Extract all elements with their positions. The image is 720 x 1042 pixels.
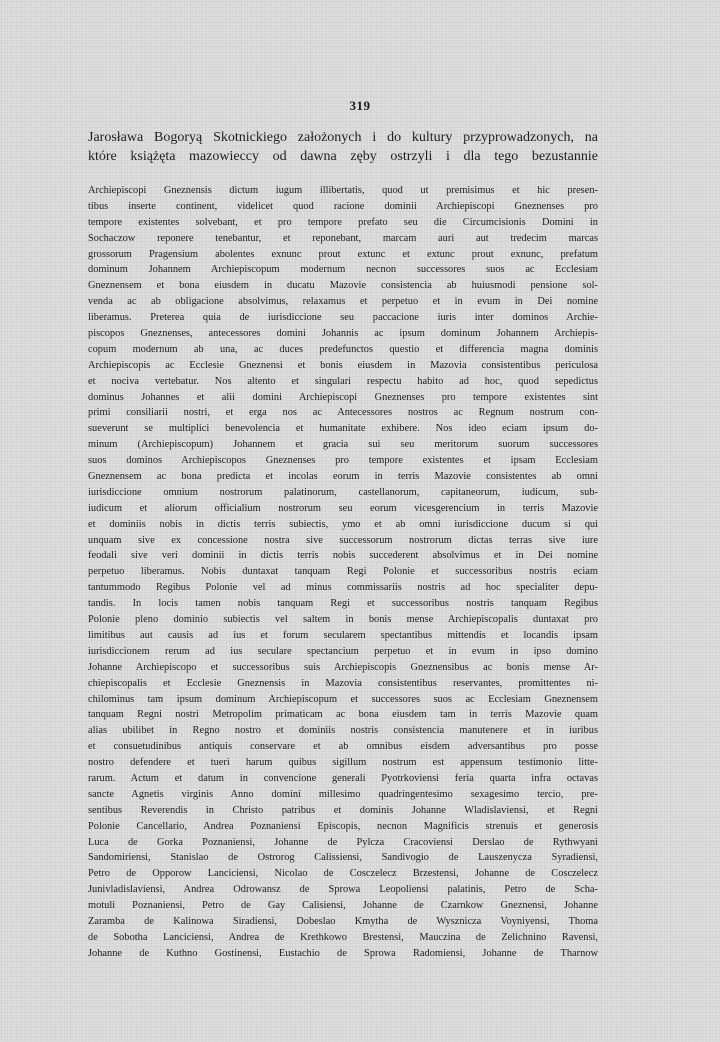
body-line: unquam sive ex concessione nostra sive successorum nostrorum dictas terras sive iure (88, 534, 598, 546)
body-line: chilominus tam ipsum dominum Archiepiscopum et successores suos ac Ecclesiam Gneznensem (88, 693, 598, 705)
body-line: et nociva vertebatur. Nos altento et singulari respectu habito ad hoc, quod sepedictus (88, 375, 598, 387)
body-line: nostro defendere et tueri harum quibus sigillum nostrum est appensum testimonio litte- (88, 757, 598, 769)
body-line: Junivladislaviensi, Andrea Odrowansz de Sprowa Leopoliensi palatinis, Petro de Scha- (88, 884, 598, 896)
body-line: Polonie Cancellario, Andrea Poznaniensi Episcopis, necnon Magnificis strenuis et generosis (88, 820, 598, 832)
body-line: iurisdiccione omnium nostrorum palatinorum, castellanorum, capitaneorum, iudicum, sub- (88, 486, 598, 498)
body-line: Johanne de Kuthno Gostinensi, Eustachio de Sprowa Radomiensi, Johanne de Tharnow (88, 947, 598, 959)
body-line: tantummodo Regibus Polonie vel ad minus commissariis nostris ad hoc specialiter depu- (88, 582, 598, 594)
body-line: liberamus. Preterea quia de iurisdiccione seu paccacione iuris inter dominos Archie- (88, 312, 598, 324)
body-line: Gneznensem et bona eiusdem in ducatu Mazovie consistencia ab huiusmodi pensione sol- (88, 280, 598, 292)
body-line: minum (Archiepiscopum) Johannem et gracia sui seu meritorum suorum successores (88, 439, 598, 451)
body-line: motuli Poznaniensi, Petro de Gay Calisiensi, Johanne de Czarnkow Gneznensi, Johanne (88, 900, 598, 912)
body-line: et dominiis nobis in dictis terris subiectis, ymo et ab omni iurisdiccione ducum si qui (88, 518, 598, 530)
body-line: Petro de Opporow Lanciciensi, Nicolao de Cosczelecz Brzestensi, Johanne de Cosczelecz (88, 868, 598, 880)
body-line: Gneznensem ac bona predicta et incolas eorum in terris Mazovie consistentes ab omni (88, 471, 598, 483)
body-line: tempore existentes solvebant, et pro tempore prefato seu die Circumcisionis Domini in (88, 216, 598, 228)
body-line: Sochaczow reponere tenebantur, et reponebant, marcam auri aut tredecim marcas (88, 232, 598, 244)
page-number: 319 (349, 98, 371, 113)
body-line: Polonie pleno dominio subiectis vel saltem in bonis mense Archiepiscopalis duntaxat pro (88, 614, 598, 626)
body-line: iurisdiccionem rerum ad ius seculare spectancium perpetuo et in evum in ipso domino (88, 645, 598, 657)
heading-line: które książęta mazowieccy od dawna zęby ostrzyli i dla tego bezustannie (88, 149, 598, 164)
body-line: alias ubilibet in Regno nostro et dominiis nostris consistencia manutenere et in iuribus (88, 725, 598, 737)
body-line: Johanne Archiepiscopo et successoribus suis Archiepiscopis Gneznensibus ac bonis mense Ar- (88, 661, 598, 673)
body-line: et consuetudinibus antiquis conservare et ab omnibus eisdem adversantibus pro posse (88, 741, 598, 753)
body-line: venda ac ab obligacione absolvimus, relaxamus et perpetuo et in evum in Dei nomine (88, 296, 598, 308)
body-line: piscopos Gneznenses, antecessores domini Johannis ac ipsum dominum Johannem Archiepis- (88, 328, 598, 340)
body-line: chiepiscopalis et Ecclesie Gneznensis in Mazovia consistentibus reservantes, promittentes ni- (88, 677, 598, 689)
body-line: tanquam Regni nostri Metropolim primaticam ac bona eiusdem tam in terris Mazovie quam (88, 709, 598, 721)
body-line: sancte Agnetis virginis Anno domini millesimo quadringentesimo sexagesimo tercio, pre- (88, 788, 598, 800)
body-line: dominum Johannem Archiepiscopum modernum necnon successores suos ac Ecclesiam (88, 264, 598, 276)
body-line: de Sobotha Lanciciensi, Andrea de Krethkowo Brestensi, Mauczina de Zelichnino Ravensi, (88, 931, 598, 943)
body-line: Sandomiriensi, Stanislao de Ostrorog Calissiensi, Sandivogio de Lauszenycza Syradiensi, (88, 852, 598, 864)
body-line: tibus inserte continent, videlicet quod racione dominii Archiepiscopi Gneznenses pro (88, 200, 598, 212)
body-line: copum modernum ab una, ac duces predefunctos questio et differencia magna dominis (88, 343, 598, 355)
heading-line: Jarosława Bogoryą Skotnickiego założonych i do kultury przyprowadzonych, na (88, 130, 598, 145)
body-line: tandis. In locis tamen nobis tanquam Regi et successoribus nostris tanquam Regibus (88, 598, 598, 610)
body-line: iudicum et aliorum officialium nostrorum seu eorum vicesgerencium in terris Mazovie (88, 502, 598, 514)
latin-charter-text (88, 183, 598, 962)
body-line: feodali sive veri dominii in dictis terris nobis succederent absolvimus et in Dei nomine (88, 550, 598, 562)
body-line: limitibus aut causis ad ius et forum secularem spectantibus mittendis et locandis ipsam (88, 629, 598, 641)
body-line: dominus Johannes et alii domini Archiepiscopi Gneznenses pro tempore existentes sint (88, 391, 598, 403)
body-line: Luca de Gorka Poznaniensi, Johanne de Pylcza Cracoviensi Derslao de Rythwyani (88, 836, 598, 848)
body-line: primi consiliarii nostri, et erga nos ac Antecessores nostros ac Regnum nostrum con- (88, 407, 598, 419)
body-line: grossorum Pragensium abolentes exnunc prout extunc et extunc prout exnunc, prefatum (88, 248, 598, 260)
body-line: Zaramba de Kalinowa Siradiensi, Dobeslao Kmytha de Wysznicza Voyniyensi, Thoma (88, 915, 598, 927)
body-line: Archiepiscopis ac Ecclesie Gneznensi et bonis eiusdem in Mazovia consistentibus periculosa (88, 359, 598, 371)
body-line: Archiepiscopi Gneznensis dictum iugum illibertatis, quod ut premisimus et hic presen- (88, 185, 598, 196)
heading-text (88, 128, 598, 166)
body-line: perpetuo liberamus. Nobis duntaxat tanquam Regi Polonie et successoribus nostris eciam (88, 566, 598, 578)
body-line: suos dominos Archiepiscopos Gneznenses pro tempore existentes et ipsam Ecclesiam (88, 455, 598, 467)
body-line: rarum. Actum et datum in convencione generali Pyotrkoviensi feria quarta infra octavas (88, 772, 598, 784)
body-line: sentibus Reverendis in Christo patribus et dominis Johanne Wladislaviensi, et Regni (88, 804, 598, 816)
body-line: sueverunt se multiplici benevolencia et humanitate exhibere. Nos ideo eciam ipsum do- (88, 423, 598, 435)
